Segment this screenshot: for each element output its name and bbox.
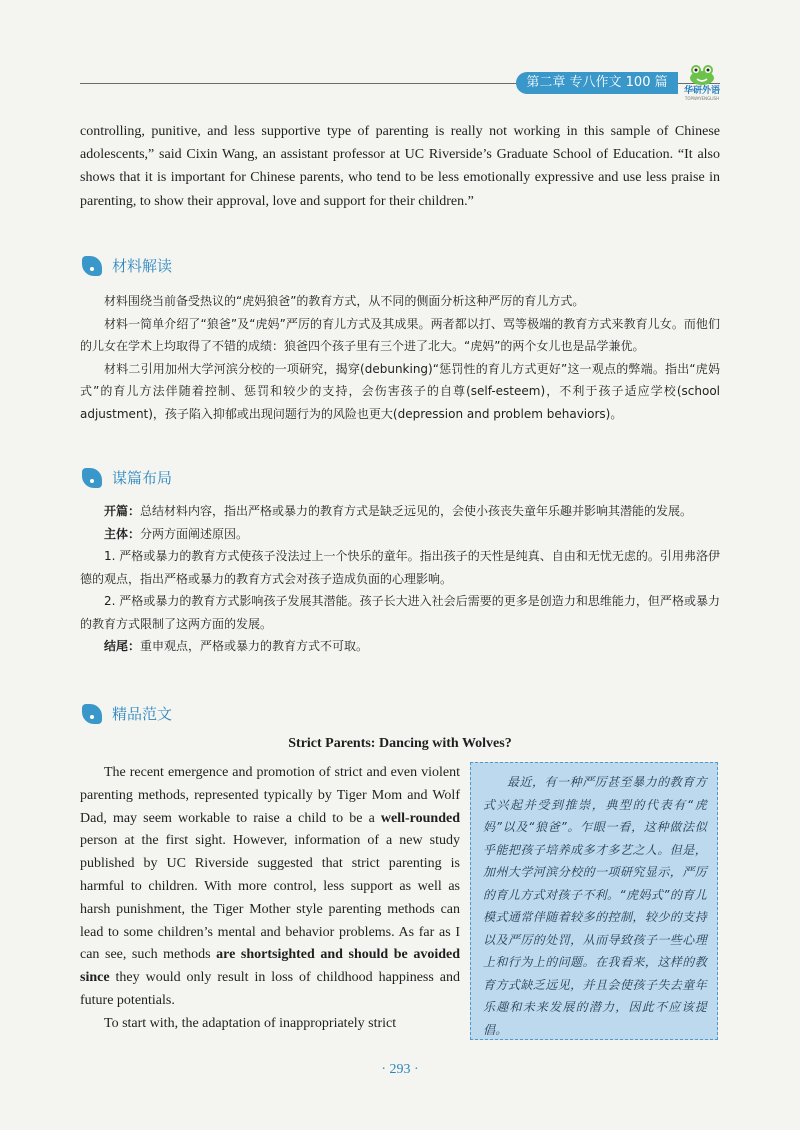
material-paragraph: 材料二引用加州大学河滨分校的一项研究，揭穿(debunking)“惩罚性的育儿方式更好”这一观点的弊端。指出“虎妈式”的育儿方法伴随着控制、惩罚和较少的支持，会伤害孩子的自尊(self-esteem)，不利于孩子适应学校(school adjustment)，孩子陷入抑郁或出现问题行为的风险也更大(depression and problem behaviors)。 bbox=[80, 361, 720, 421]
section-header bbox=[80, 466, 720, 494]
section-title: 精品范文 bbox=[112, 705, 173, 723]
essay-text: person at the first sight. However, information of a new study published by UC Riverside suggested that strict parenting is harmful to children. With more control, less support as well as harsh punishment, the Tiger Mother style parenting methods can lead to some children’s mental and behavior problems. As far as I can see, such methods bbox=[80, 833, 460, 963]
publisher-logo bbox=[682, 64, 722, 102]
leaf-bullet-icon bbox=[82, 468, 102, 488]
section-header bbox=[80, 254, 720, 282]
leaf-bullet-icon bbox=[82, 704, 102, 724]
body-text: 分两方面阐述原因。 bbox=[140, 526, 249, 541]
opening-label: 开篇： bbox=[104, 504, 141, 518]
material-paragraph: 材料围绕当前备受热议的“虎妈狼爸”的教育方式，从不同的侧面分析这种严厉的育儿方式。 bbox=[104, 294, 585, 308]
section-title: 材料解读 bbox=[112, 257, 173, 275]
section-layout bbox=[80, 466, 720, 658]
layout-opening bbox=[80, 500, 720, 523]
opening-text: 总结材料内容，指出严格或暴力的教育方式是缺乏远见的，会使小孩丧失童年乐趣并影响其潜能的发展。 bbox=[140, 504, 693, 518]
chapter-tab: 第二章 专八作文 100 篇 bbox=[516, 72, 678, 94]
essay-english bbox=[80, 762, 460, 1036]
frog-logo-icon bbox=[687, 64, 717, 86]
layout-point-1: 1. 严格或暴力的教育方式使孩子没法过上一个快乐的童年。指出孩子的天性是纯真、自由和无忧无虑的。引用弗洛伊德的观点，指出严格或暴力的教育方式会对孩子造成负面的心理影响。 bbox=[80, 549, 720, 586]
logo-text: 华研外语 bbox=[683, 86, 720, 96]
essay-title: Strict Parents: Dancing with Wolves? bbox=[288, 736, 512, 751]
body-label: 主体： bbox=[104, 526, 141, 541]
essay-paragraph-1 bbox=[80, 762, 460, 1013]
essay-text: The recent emergence and promotion of strict and even violent parenting methods, represented typically by Tiger Mom and Wolf Dad, may seem workable to raise a child to be a bbox=[80, 765, 460, 826]
chinese-summary-box: 最近，有一种严厉甚至暴力的教育方式兴起并受到推崇，典型的代表有“虎妈”以及“狼爸”。乍眼一看，这种做法似乎能把孩子培养成多才多艺之人。但是，加州大学河滨分校的一项研究显示，严厉的育儿方式对孩子不利。“虎妈式”的育儿模式通常伴随着较多的控制，较少的支持以及严厉的处罚，从而导致孩子一些心理上和行为上的问题。在我看来，这样的教育方式缺乏远见，并且会使孩子失去童年乐趣和未来发展的潜力，因此不应该提倡。 bbox=[470, 762, 718, 1040]
essay-paragraph-2: To start with, the adaptation of inappropriately strict bbox=[104, 1015, 397, 1031]
page-number: · 293 · bbox=[381, 1062, 419, 1077]
layout-body bbox=[80, 523, 720, 546]
material-paragraph: 材料一简单介绍了“狼爸”及“虎妈”严厉的育儿方式及其成果。两者都以打、骂等极端的教育方式来教育儿女。而他们的儿女在学术上均取得了不错的成绩：狼爸四个孩子里有三个进了北大。“虎妈”的两个女儿也是品学兼优。 bbox=[80, 316, 720, 353]
layout-point-2: 2. 严格或暴力的教育方式影响孩子发展其潜能。孩子长大进入社会后需要的更多是创造力和思维能力，但严格或暴力的教育方式限制了这两方面的发展。 bbox=[80, 594, 720, 631]
layout-closing bbox=[80, 635, 720, 658]
leaf-bullet-icon bbox=[82, 256, 102, 276]
closing-label: 结尾： bbox=[104, 639, 141, 653]
essay-text: they would only result in loss of childhood happiness and future potentials. bbox=[80, 970, 460, 1008]
section-header bbox=[80, 702, 720, 730]
intro-paragraph: controlling, punitive, and less supportive type of parenting is really not working in this sample of Chinese adolescents,” said Cixin Wang, an assistant professor at UC Riverside’s Graduate School of Education. “It also shows that it is important for Chinese parents, who tend to be less emotionally expressive and use less praise in parenting, to show their approval, love and support for their children.” bbox=[80, 124, 720, 209]
logo-subtext: TOPWAYENGLISH bbox=[684, 96, 720, 101]
essay-highlight: are shortsighted and should be avoided since bbox=[80, 947, 460, 986]
section-title: 谋篇布局 bbox=[112, 469, 173, 487]
section-material bbox=[80, 254, 720, 425]
essay-highlight: well-rounded bbox=[380, 810, 460, 826]
section-model-essay bbox=[80, 702, 720, 730]
closing-text: 重申观点，严格或暴力的教育方式不可取。 bbox=[140, 639, 369, 653]
